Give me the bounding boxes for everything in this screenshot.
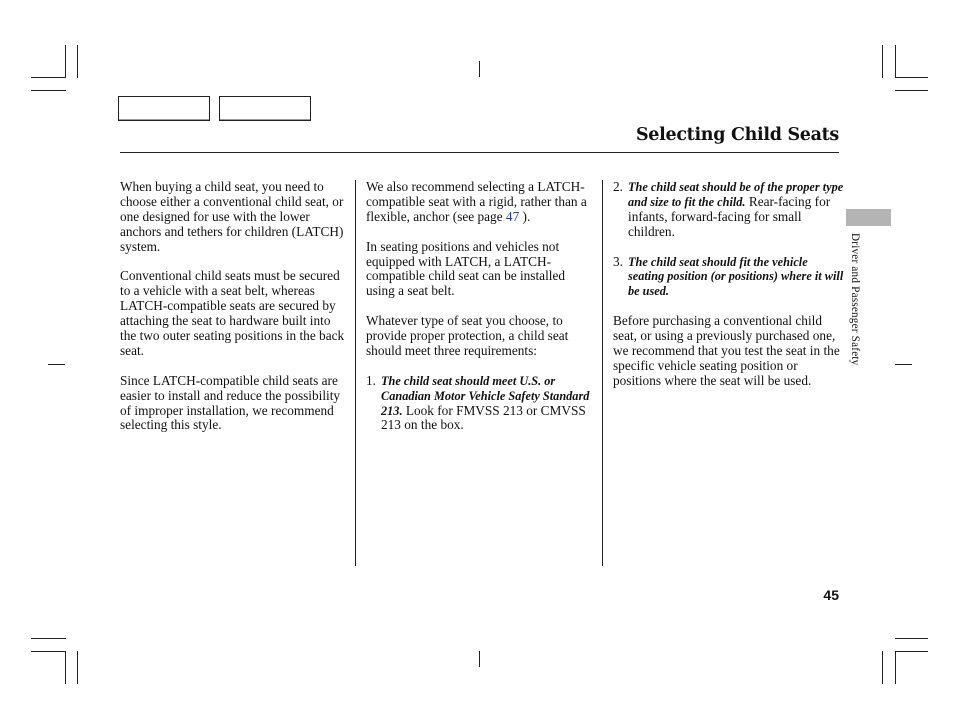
crop-mark	[895, 651, 928, 652]
nav-box-index[interactable]	[219, 96, 311, 121]
crop-mark	[65, 45, 66, 78]
paragraph: Before purchasing a conventional child seat, or using a previously purchased one, we recommend that you test the seat in the specific vehicle seating position or positions where the seat will be used.	[613, 313, 840, 388]
column-middle	[366, 180, 596, 448]
item-number: 3.	[613, 253, 623, 269]
requirement-heading: The child seat should meet U.S. or Canadian Motor Vehicle Safety Standard 213.	[381, 373, 590, 418]
paragraph: We also recommend selecting a LATCH-compatible seat with a rigid, rather than a flexible, anchor (see page 47 ).	[366, 179, 587, 224]
crop-mark	[65, 651, 66, 684]
paragraph: Whatever type of seat you choose, to provide proper protection, a child seat should meet three requirements:	[366, 313, 569, 358]
crop-mark	[895, 45, 896, 78]
crop-mark	[895, 364, 912, 365]
crop-mark	[479, 61, 480, 77]
crop-mark	[31, 651, 66, 652]
page-link[interactable]: 47	[505, 208, 520, 224]
item-number: 2.	[613, 179, 623, 194]
column-divider	[602, 180, 603, 566]
column-right	[613, 180, 845, 404]
crop-mark	[895, 90, 928, 91]
item-number: 1.	[366, 372, 376, 388]
crop-mark	[31, 638, 66, 639]
crop-mark	[77, 651, 78, 684]
crop-mark	[479, 651, 480, 667]
crop-mark	[48, 364, 65, 365]
page-number: 45	[823, 587, 839, 603]
requirement-heading: The child seat should fit the vehicle seating position (or positions) where it will be used.	[628, 254, 844, 299]
crop-mark	[895, 638, 928, 639]
section-tab[interactable]	[846, 209, 891, 226]
column-divider	[355, 180, 356, 566]
requirement-item	[613, 255, 845, 300]
crop-mark	[31, 90, 66, 91]
requirement-heading: The child seat should be of the proper type and size to fit the child.	[628, 180, 844, 209]
column-left	[120, 180, 348, 448]
section-label: Driver and Passenger Safety	[849, 233, 861, 366]
crop-mark	[882, 45, 883, 78]
crop-mark	[895, 77, 928, 78]
paragraph: Since LATCH-compatible child seats are easier to install and reduce the possibility of improper installation, we recommend selecting this style.	[120, 372, 341, 433]
crop-mark	[77, 45, 78, 78]
header-rule	[120, 152, 839, 153]
nav-box-main-menu[interactable]	[118, 96, 210, 121]
paragraph: Conventional child seats must be secured to a vehicle with a seat belt, whereas LATCH-compatible seats are secured by attaching the seat to hardware built into the two outer seating positions in the back seat.	[120, 268, 345, 358]
requirement-item: 1. The child seat should meet U.S. or Canadian Motor Vehicle Safety Standard 213. Look for FMVSS 213 or CMVSS 213 on the box.	[366, 372, 590, 433]
crop-mark	[31, 77, 66, 78]
requirement-item: 2. The child seat should be of the proper type and size to fit the child. Rear-facing for infants, forward-facing for small children.	[613, 179, 844, 239]
crop-mark	[895, 651, 896, 684]
page-title: Selecting Child Seats	[635, 125, 839, 145]
paragraph: When buying a child seat, you need to choose either a conventional child seat, or one designed for use with the lower anchors and tethers for children (LATCH) system.	[120, 179, 344, 254]
paragraph: In seating positions and vehicles not equipped with LATCH, a LATCH-compatible child seat can be installed using a seat belt.	[366, 238, 566, 299]
crop-mark	[882, 651, 883, 684]
